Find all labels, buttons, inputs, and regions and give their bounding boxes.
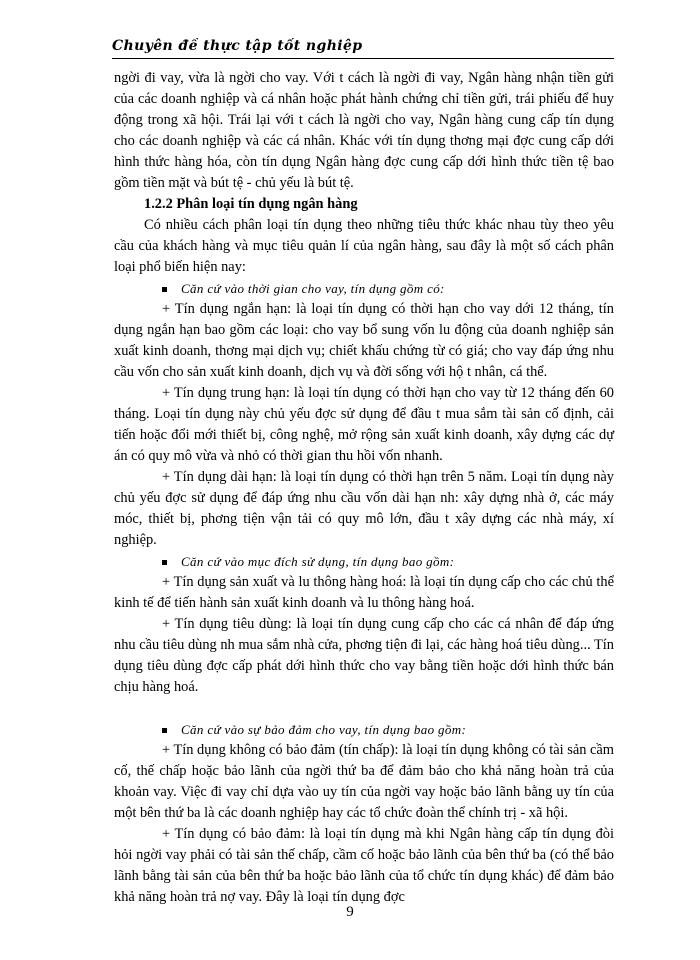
running-header: Chuyên đề thực tập tốt nghiệp: [112, 38, 363, 54]
square-bullet-icon: [162, 728, 167, 733]
spacer: [114, 698, 614, 719]
bullet-text: Căn cứ vào sự bảo đảm cho vay, tín dụng bao gồm:: [181, 722, 467, 737]
paragraph: + Tín dụng không có bảo đảm (tín chấp): là loại tín dụng không có tài sản cầm cố, thế chấp hoặc bảo lãnh của ngời thứ ba để đảm bảo cho khả năng hoàn trả của khoản vay. Việc đi vay chỉ dựa vào uy tín của ngời vay hoặc bảo lãnh bằng uy tín của một bên thứ ba là các doanh nghiệp hay các tổ chức đoàn thể chính trị - xã hội.: [114, 742, 614, 821]
header-rule: [112, 58, 614, 59]
bullet-item: [114, 719, 614, 740]
paragraph: + Tín dụng ngắn hạn: là loại tín dụng có thời hạn cho vay dới 12 tháng, tín dụng ngắn hạn bao gồm các loại: cho vay bổ sung vốn lu động của doanh nghiệp sản xuất kinh doanh, thơng mại dịch vụ; chiết khấu chứng từ có giá; cho vay đáp ứng nhu cầu vốn cho sản xuất kinh doanh, dịch vụ và đời sống với hộ t nhân, cá thể.: [114, 301, 614, 380]
bullet-item: [114, 278, 614, 299]
bullet-text: Căn cứ vào mục đích sử dụng, tín dụng bao gồm:: [181, 554, 455, 569]
paragraph: ngời đi vay, vừa là ngời cho vay. Với t cách là ngời đi vay, Ngân hàng nhận tiền gửi của các doanh nghiệp và cá nhân hoặc phát hành chứng chỉ tiền gửi, trái phiếu để huy động trong xã hội. Trái lại với t cách là ngời cho vay, Ngân hàng cung cấp tín dụng cho các doanh nghiệp và các cá nhân. Khác với tín dụng thơng mại đợc cung cấp dới hình thức hàng hóa, còn tín dụng Ngân hàng đợc cung cấp dới hình thức tiền tệ bao gồm tiền mặt và bút tệ - chủ yếu là bút tệ.: [114, 70, 614, 191]
square-bullet-icon: [162, 560, 167, 565]
bullet-item: [114, 551, 614, 572]
section-heading: 1.2.2 Phân loại tín dụng ngân hàng: [144, 196, 358, 212]
page-body: [114, 68, 614, 908]
bullet-text: Căn cứ vào thời gian cho vay, tín dụng gồm có:: [181, 281, 445, 296]
paragraph: + Tín dụng trung hạn: là loại tín dụng có thời hạn cho vay từ 12 tháng đến 60 tháng. Loại tín dụng này chủ yếu đợc sử dụng để đầu t mua sắm tài sản cố định, cải tiến hoặc đổi mới thiết bị, công nghệ, mở rộng sản xuất kinh doanh, xây dựng các dự án có quy mô vừa và nhỏ có thời gian thu hồi vốn nhanh.: [114, 385, 614, 464]
square-bullet-icon: [162, 287, 167, 292]
paragraph: + Tín dụng tiêu dùng: là loại tín dụng cung cấp cho các cá nhân để đáp ứng nhu cầu tiêu dùng nh mua sắm nhà cửa, phơng tiện đi lại, các hàng hoá tiêu dùng... Tín dụng tiêu dùng đợc cấp phát dới hình thức cho vay bằng tiền hoặc dới hình thức bán chịu hàng hoá.: [114, 616, 614, 695]
paragraph: + Tín dụng dài hạn: là loại tín dụng có thời hạn trên 5 năm. Loại tín dụng này chủ yếu đợc sử dụng để đáp ứng nhu cầu vốn dài hạn nh: xây dựng nhà ở, các máy móc, thiết bị, phơng tiện vận tải có quy mô lớn, đầu t xây dựng các nhà máy, xí nghiệp.: [114, 469, 614, 548]
paragraph: + Tín dụng sản xuất và lu thông hàng hoá: là loại tín dụng cấp cho các chủ thể kinh tế để tiến hành sản xuất kinh doanh và lu thông hàng hoá.: [114, 574, 614, 611]
paragraph: Có nhiều cách phân loại tín dụng theo những tiêu thức khác nhau tùy theo yêu cầu của khách hàng và mục tiêu quản lí của ngân hàng, sau đây là một số cách phân loại phổ biến hiện nay:: [114, 217, 614, 275]
paragraph: + Tín dụng có bảo đảm: là loại tín dụng mà khi Ngân hàng cấp tín dụng đòi hỏi ngời vay phải có tài sản thế chấp, cầm cố hoặc bảo lãnh của bên thứ ba (có thể bảo lãnh bằng tài sản của bên thứ ba hoặc bảo lãnh của tổ chức tín dụng khác) để đảm bảo khả năng hoàn trả nợ vay. Đây là loại tín dụng đợc: [114, 826, 614, 905]
page-number: 9: [346, 904, 354, 920]
